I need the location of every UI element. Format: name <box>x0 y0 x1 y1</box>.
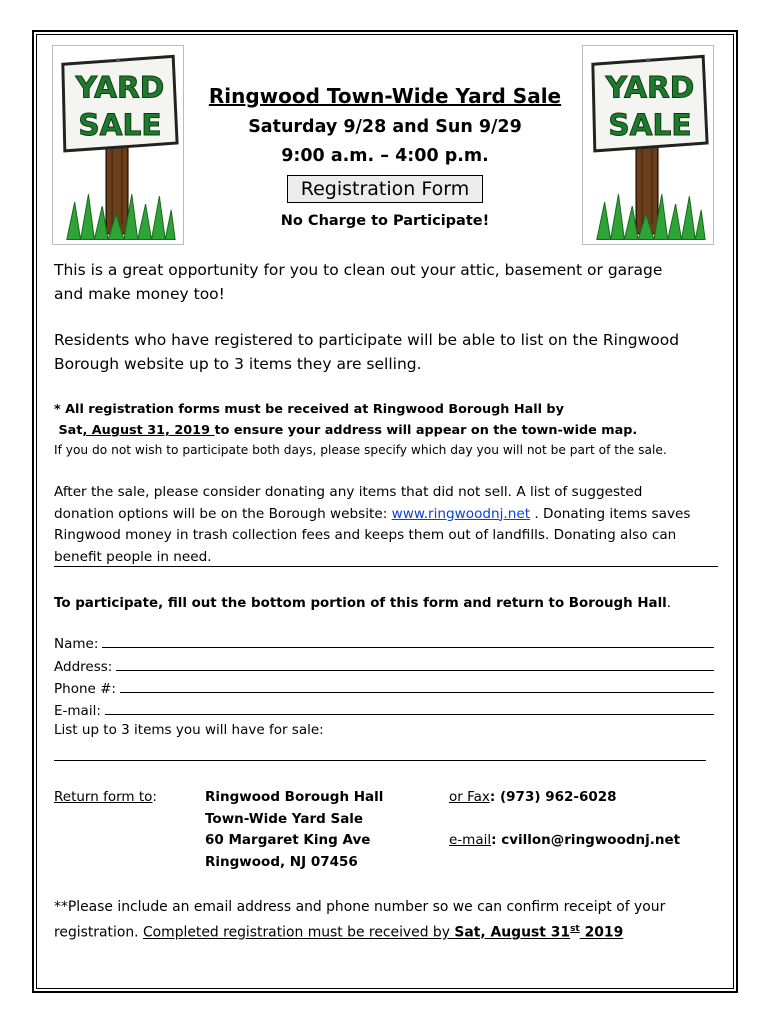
registration-form-heading: Registration Form <box>287 175 483 203</box>
phone-label: Phone #: <box>54 681 116 697</box>
email-label: E-mail: <box>54 703 101 719</box>
name-line[interactable] <box>102 647 714 648</box>
items-line[interactable] <box>54 760 706 761</box>
yard-sale-sign-illustration <box>53 46 183 244</box>
intro-paragraph-1: This is a great opportunity for you to clean out your attic, basement or garage and make money too! <box>54 261 663 303</box>
instructions: To participate, fill out the bottom portion of this form and return to Borough Hall. <box>54 596 672 611</box>
deadline-notice-line-2: Sat, August 31, 2019 to ensure your address will appear on the town-wide map. <box>58 423 638 438</box>
address-label: Address: <box>54 659 113 675</box>
section-divider <box>54 566 718 567</box>
return-address: Ringwood Borough Hall Town-Wide Yard Sale 60 Margaret King Ave Ringwood, NJ 07456 <box>205 789 384 870</box>
svg-text:SALE: SALE <box>608 108 692 143</box>
return-email: e-mail: cvillon@ringwoodnj.net <box>449 832 681 848</box>
email-line[interactable] <box>105 714 714 715</box>
intro-paragraph-2: Residents who have registered to participate will be able to list on the Ringwood Borough website up to 3 items they are selling. <box>54 331 680 373</box>
yard-sale-sign-right <box>582 45 714 245</box>
address-line[interactable] <box>116 670 714 671</box>
items-label: List up to 3 items you will have for sale: <box>54 722 324 738</box>
yard-sale-sign-illustration <box>583 46 713 244</box>
donation-paragraph: After the sale, please consider donating any items that did not sell. A list of suggested donation options will be on the Borough website: www.ringwoodnj.net . Donating items saves Ringwood money in trash collection fees and keeps them out of landfills. Donating also can benefit people in need. <box>54 484 691 565</box>
page-title: Ringwood Town-Wide Yard Sale <box>208 84 562 108</box>
svg-text:YARD: YARD <box>75 70 165 105</box>
email-field[interactable] <box>54 699 714 719</box>
participation-days-note: If you do not wish to participate both days, please specify which day you will not be part of the sale. <box>54 443 667 457</box>
address-field[interactable] <box>54 655 714 675</box>
return-label: Return form to: <box>54 789 157 805</box>
phone-line[interactable] <box>120 692 714 693</box>
deadline-date: , August 31, 2019 <box>82 423 215 438</box>
yard-sale-sign-left <box>52 45 184 245</box>
name-field[interactable] <box>54 632 714 652</box>
event-times: 9:00 a.m. – 4:00 p.m. <box>281 146 489 166</box>
svg-text:YARD: YARD <box>605 70 695 105</box>
footer-note: **Please include an email address and phone number so we can confirm receipt of your registration. Completed registration must be received by Sat, August 31st 2019 <box>54 899 666 941</box>
name-label: Name: <box>54 636 99 652</box>
event-dates: Saturday 9/28 and Sun 9/29 <box>248 117 522 137</box>
website-link[interactable]: www.ringwoodnj.net <box>391 505 531 522</box>
svg-text:SALE: SALE <box>78 108 162 143</box>
no-charge-note: No Charge to Participate! <box>280 213 490 229</box>
registration-form-heading-box <box>287 175 483 207</box>
phone-field[interactable] <box>54 677 714 697</box>
fax-number: or Fax: (973) 962-6028 <box>449 789 617 805</box>
deadline-notice-line-1: * All registration forms must be received at Ringwood Borough Hall by <box>54 402 564 417</box>
